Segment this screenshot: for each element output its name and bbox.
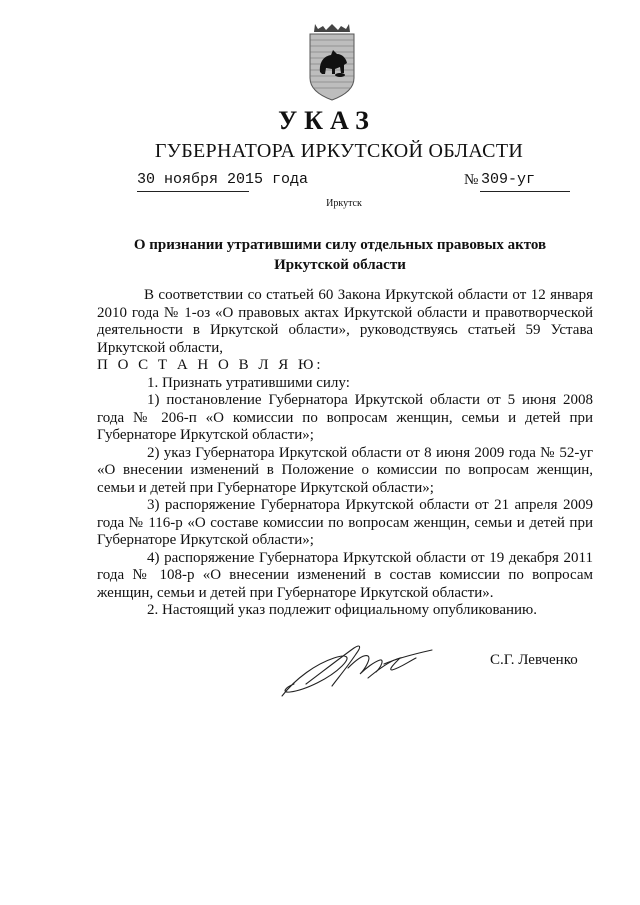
list-item: 4) распоряжение Губернатора Иркутской области от 19 декабря 2011 года № 108-р «О внесении изменений в состав комиссии по вопросам женщин, семьи и детей при Губернаторе Иркутской области». [97, 549, 593, 601]
document-city: Иркутск [326, 198, 362, 209]
document-date: 30 ноября 2015 года [137, 171, 309, 188]
signer-name: С.Г. Левченко [490, 652, 578, 668]
decree-word: П О С Т А Н О В Л Я Ю: [97, 357, 324, 373]
coat-of-arms-emblem [306, 20, 358, 102]
list-item: 2) указ Губернатора Иркутской области от 8 июня 2009 года № 52-уг «О внесении изменений в Положение о комиссии по вопросам женщин, семьи и детей при Губернаторе Иркутской области»; [97, 444, 593, 496]
preamble-paragraph: В соответствии со статьей 60 Закона Иркутской области от 12 января 2010 года № 1-оз «О правовых актах Иркутской области и правотворческой деятельности в Иркутской области», руководствуясь статьей 59 Устава Иркутской области, [97, 287, 593, 356]
date-underline [137, 191, 249, 192]
list-item: 3) распоряжение Губернатора Иркутской области от 21 апреля 2009 года № 116-р «О составе комиссии по вопросам женщин, семьи и детей при Губернаторе Иркутской области»; [97, 497, 593, 548]
document-number: 309-уг [481, 171, 536, 188]
document-heading: О признании утратившими силу отдельных правовых актов Иркутской области [133, 237, 547, 273]
document-body [97, 287, 593, 620]
number-sign: № [464, 172, 479, 188]
number-underline [480, 191, 570, 192]
list-item: 1) постановление Губернатора Иркутской области от 5 июня 2008 года № 206-п «О комиссии по вопросам женщин, семьи и детей при Губернаторе Иркутской области»; [97, 392, 593, 443]
point-2: 2. Настоящий указ подлежит официальному опубликованию. [147, 602, 538, 618]
point-1: 1. Признать утратившими силу: [147, 374, 350, 391]
document-subtitle: ГУБЕРНАТОРА ИРКУТСКОЙ ОБЛАСТИ [154, 140, 524, 162]
document-title: УКАЗ [278, 106, 376, 135]
handwritten-signature [276, 638, 436, 702]
